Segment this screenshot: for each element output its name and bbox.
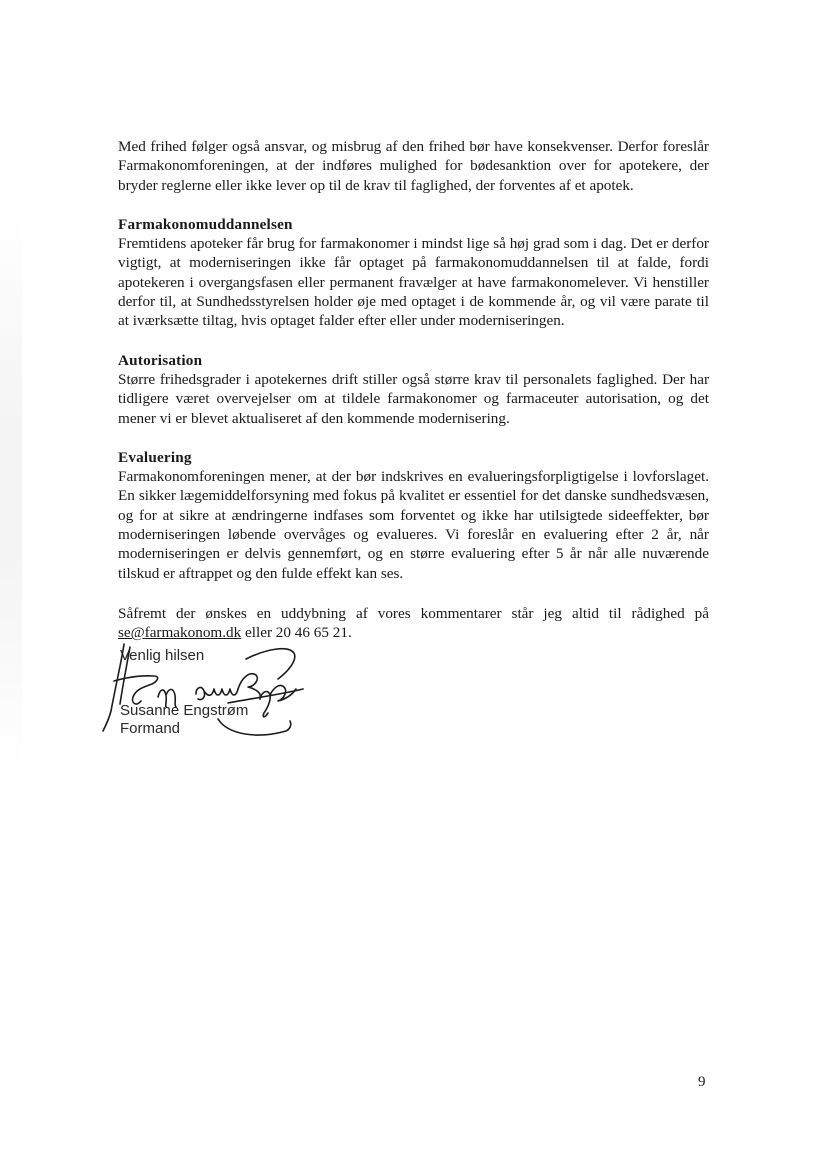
- email-link[interactable]: se@farmakonom.dk: [118, 624, 242, 642]
- contact-paragraph: [118, 604, 709, 643]
- section-autorisation: [118, 351, 709, 428]
- section-evaluering: [118, 448, 709, 583]
- closing-block: [118, 647, 418, 757]
- section-farmakonomuddannelsen: [118, 215, 709, 331]
- section-text: Fremtidens apoteker får brug for farmakonomer i mindst lige så høj grad som i dag. Det er derfor vigtigt, at moderniseringen ikke får optaget på farmakonomuddannelsen til at falde, fordi apotekeren i overgangsfasen eller permanent fravælger at have farmakonomelever. Vi henstiller derfor til, at Sundhedsstyrelsen holder øje med optaget i de kommende år, og vil være parate til at iværksætte tiltag, hvis optaget falder efter eller under moderniseringen.: [118, 235, 709, 330]
- section-heading: Autorisation: [118, 351, 203, 369]
- signer-name: Susanne Engstrøm: [120, 702, 249, 719]
- signer-title: Formand: [120, 720, 181, 737]
- handwritten-signature: [78, 639, 318, 749]
- section-heading: Evaluering: [118, 448, 192, 466]
- contact-phone: eller 20 46 65 21.: [241, 624, 352, 642]
- intro-paragraph: Med frihed følger også ansvar, og misbrug af den frihed bør have konsekvenser. Derfor foreslår Farmakonomforeningen, at der indføres mulighed for bødesanktion over for apotekere, der bryder reglerne eller ikke lever op til de krav til faglighed, der forventes af et apotek.: [118, 138, 709, 194]
- letter-body: [118, 137, 709, 658]
- greeting: Venlig hilsen: [120, 647, 205, 664]
- contact-text: Såfremt der ønskes en uddybning af vores kommentarer står jeg altid til rådighed på: [118, 604, 709, 622]
- section-text: Større frihedsgrader i apotekernes drift stiller også større krav til personalets faglighed. Der har tidligere været overvejelser om at tildele farmakonomer og farmaceuter autorisation, og det mener vi er blevet aktualiseret af den kommende modernisering.: [118, 370, 709, 427]
- section-heading: Farmakonomuddannelsen: [118, 215, 293, 233]
- scan-edge-shadow: [0, 210, 22, 770]
- section-text: Farmakonomforeningen mener, at der bør indskrives en evalueringsforpligtigelse i lovforslaget. En sikker lægemiddelforsyning med fokus på kvalitet er essentiel for det danske sundhedsvæsen, og for at sikre at ændringerne indfases som forventet og ikke har utilsigtede sideeffekter, bør moderniseringen løbende overvåges og evalueres. Vi foreslår en evaluering efter 2 år, når moderniseringen er delvis gennemført, og en større evaluering efter 5 år når alle nuværende tilskud er aftrappet og den fulde effekt kan ses.: [118, 468, 709, 582]
- page-number: 9: [698, 1074, 706, 1090]
